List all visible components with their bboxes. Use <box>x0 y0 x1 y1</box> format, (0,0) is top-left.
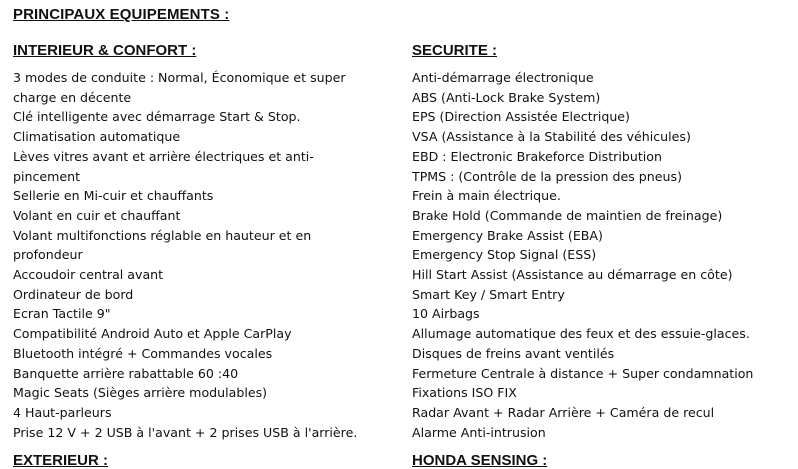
list-item: VSA (Assistance à la Stabilité des véhicules) <box>412 129 691 145</box>
securite-heading: SECURITE : <box>412 42 498 59</box>
honda-sensing-heading: HONDA SENSING : <box>412 452 548 469</box>
list-item: Banquette arrière rabattable 60 :40 <box>13 365 239 381</box>
list-item: TPMS : (Contrôle de la pression des pneus) <box>412 168 682 184</box>
list-item: EPS (Direction Assistée Electrique) <box>412 109 630 125</box>
list-item: Volant multifonctions réglable en hauteur et en <box>13 227 312 243</box>
list-item: Climatisation automatique <box>13 129 181 145</box>
list-item: Allumage automatique des feux et des essuie-glaces. <box>412 326 750 342</box>
list-item: Volant en cuir et chauffant <box>13 207 181 223</box>
list-item: Clé intelligente avec démarrage Start & Stop. <box>13 109 301 125</box>
list-item: Ecran Tactile 9" <box>13 306 111 322</box>
list-item: 3 modes de conduite : Normal, Économique et super <box>13 70 346 85</box>
exterieur-heading: EXTERIEUR : <box>13 452 109 469</box>
list-item: Disques de freins avant ventilés <box>412 345 615 361</box>
list-item: Smart Key / Smart Entry <box>412 286 565 302</box>
list-item: Fermeture Centrale à distance + Super condamnation <box>412 365 754 381</box>
list-item: Ordinateur de bord <box>13 286 134 302</box>
list-item: profondeur <box>13 247 83 263</box>
list-item: Fixations ISO FIX <box>412 385 517 401</box>
list-item: 10 Airbags <box>412 306 480 322</box>
list-item: Frein à main électrique. <box>412 188 561 204</box>
list-item: Anti-démarrage électronique <box>412 70 594 85</box>
list-item: 4 Haut-parleurs <box>13 404 112 420</box>
list-item: pincement <box>13 168 81 184</box>
list-item: Hill Start Assist (Assistance au démarrage en côte) <box>412 267 733 283</box>
list-item: Brake Hold (Commande de maintien de freinage) <box>412 207 723 223</box>
interieur-confort-section <box>13 40 403 442</box>
list-item: Sellerie en Mi-cuir et chauffants <box>13 188 214 204</box>
page-title: PRINCIPAUX EQUIPEMENTS : <box>13 6 230 23</box>
list-item: Compatibilité Android Auto et Apple CarPlay <box>13 326 292 342</box>
list-item: EBD : Electronic Brakeforce Distribution <box>412 148 662 164</box>
list-item: Alarme Anti-intrusion <box>412 424 546 440</box>
list-item: charge en décente <box>13 89 132 105</box>
interieur-confort-heading: INTERIEUR & CONFORT : <box>13 42 197 59</box>
list-item: Emergency Brake Assist (EBA) <box>412 227 603 243</box>
list-item: Radar Avant + Radar Arrière + Caméra de recul <box>412 404 715 420</box>
interieur-confort-list <box>13 68 403 442</box>
list-item: Emergency Stop Signal (ESS) <box>412 247 597 263</box>
securite-section <box>412 40 796 442</box>
list-item: Prise 12 V + 2 USB à l'avant + 2 prises USB à l'arrière. <box>13 424 358 440</box>
list-item: Bluetooth intégré + Commandes vocales <box>13 345 273 361</box>
list-item: Magic Seats (Sièges arrière modulables) <box>13 385 268 401</box>
list-item: Accoudoir central avant <box>13 267 164 283</box>
list-item: ABS (Anti-Lock Brake System) <box>412 89 601 105</box>
list-item: Lèves vitres avant et arrière électriques et anti- <box>13 148 314 164</box>
securite-list <box>412 68 796 442</box>
